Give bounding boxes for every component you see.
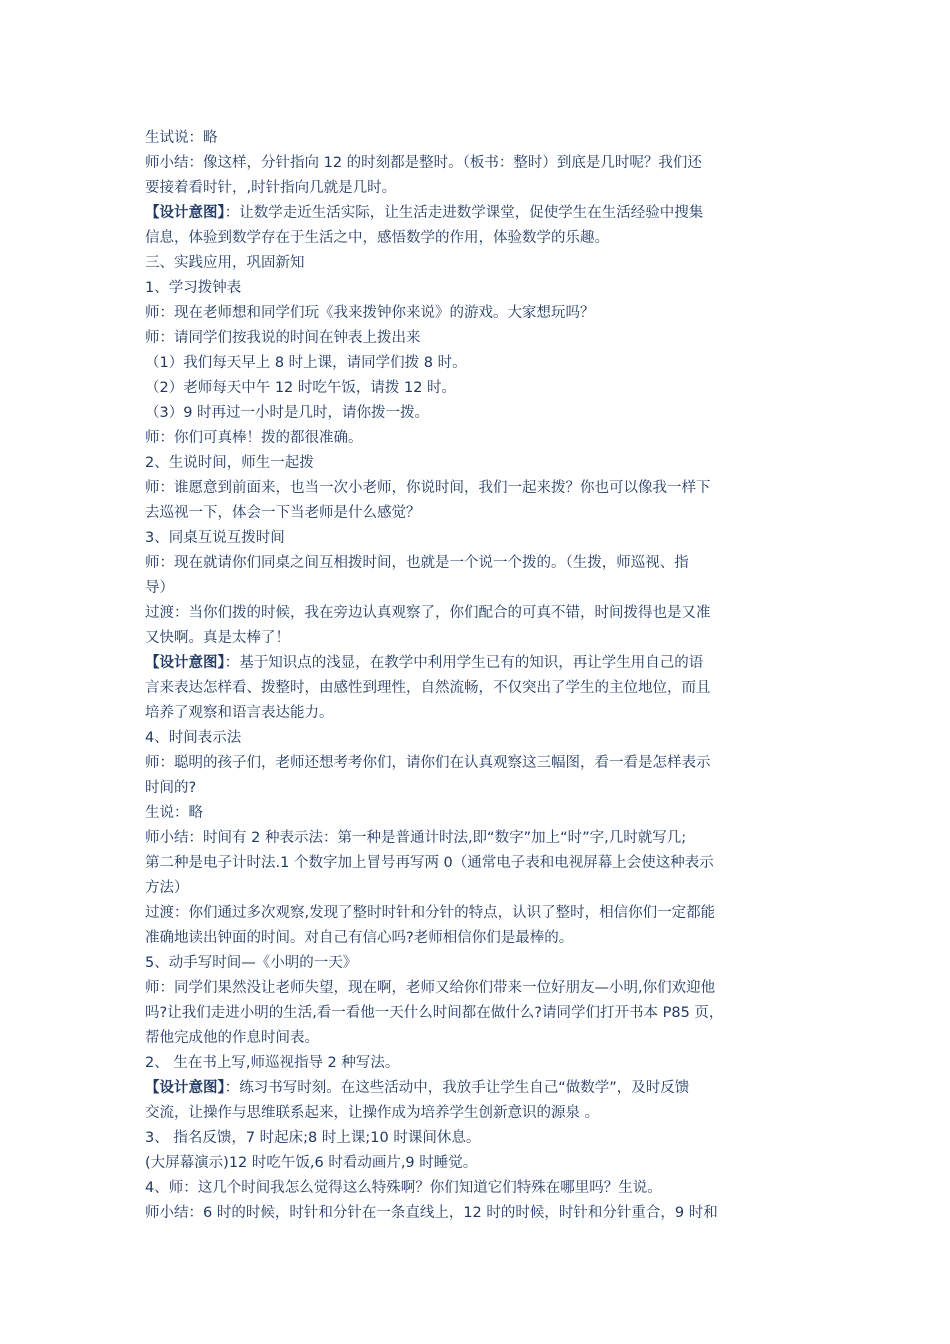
text-line (145, 676, 805, 701)
text-line (145, 226, 805, 251)
text-line (145, 176, 805, 201)
text-line (145, 951, 805, 976)
line-text: 师：现在老师想和同学们玩《我来拨钟你来说》的游戏。大家想玩吗？ (145, 305, 595, 321)
text-line (145, 851, 805, 876)
text-line (145, 601, 805, 626)
text-line (145, 551, 805, 576)
line-text: 又快啊。真是太棒了！ (145, 630, 290, 646)
design-intent-label: 【设计意图】 (145, 205, 225, 221)
line-text: 过渡：你们通过多次观察,发现了整时时针和分针的特点，认识了整时，相信你们一定都能 (145, 905, 716, 921)
line-text: 方法） (145, 880, 189, 896)
text-line (145, 501, 805, 526)
text-line (145, 751, 805, 776)
text-line (145, 1151, 805, 1176)
line-text: （2）老师每天中午 12 时吃午饭，请拨 12 时。 (145, 380, 457, 396)
text-line (145, 326, 805, 351)
text-line (145, 801, 805, 826)
line-text: 准确地读出钟面的时间。对自己有信心吗?老师相信你们是最棒的。 (145, 930, 574, 946)
text-line (145, 1076, 805, 1101)
text-line (145, 126, 805, 151)
text-line (145, 476, 805, 501)
line-text: （3）9 时再过一小时是几时，请你拨一拨。 (145, 405, 430, 421)
line-text: 培养了观察和语言表达能力。 (145, 705, 334, 721)
line-text: 三、实践应用，巩固新知 (145, 255, 305, 271)
text-line (145, 426, 805, 451)
text-line (145, 351, 805, 376)
text-line (145, 401, 805, 426)
line-text: 生说：略 (145, 805, 203, 821)
line-text: 师：现在就请你们同桌之间互相拨时间，也就是一个说一个拨的。（生拨，师巡视、指 (145, 555, 689, 571)
line-text: 3、同桌互说互拨时间 (145, 530, 285, 546)
text-line (145, 976, 805, 1001)
text-line (145, 901, 805, 926)
text-line (145, 301, 805, 326)
line-text: 生试说：略 (145, 130, 218, 146)
line-text: 帮他完成他的作息时间表。 (145, 1030, 319, 1046)
line-text: 1、学习拨钟表 (145, 280, 242, 296)
line-text: 2、生说时间，师生一起拨 (145, 455, 314, 471)
text-line (145, 926, 805, 951)
line-text: 师小结：像这样，分针指向 12 的时刻都是整时。（板书：整时）到底是几时呢？我们还 (145, 155, 702, 171)
text-line (145, 451, 805, 476)
line-text: 信息，体验到数学存在于生活之中，感悟数学的作用，体验数学的乐趣。 (145, 230, 609, 246)
line-text: 去巡视一下，体会一下当老师是什么感觉？ (145, 505, 421, 521)
text-line (145, 1201, 805, 1226)
line-text: 2、 生在书上写,师巡视指导 2 种写法。 (145, 1055, 400, 1071)
line-text: 交流，让操作与思维联系起来，让操作成为培养学生创新意识的源泉 。 (145, 1105, 600, 1121)
text-line (145, 151, 805, 176)
line-text: （1）我们每天早上 8 时上课，请同学们拨 8 时。 (145, 355, 467, 371)
line-text: ：让数学走近生活实际，让生活走进数学课堂，促使学生在生活经验中搜集 (224, 205, 704, 221)
text-line (145, 1026, 805, 1051)
line-text: 第二种是电子计时法.1 个数字加上冒号再写两 0（通常电子表和电视屏幕上会使这种表示 (145, 855, 714, 871)
line-text: 3、 指名反馈，7 时起床;8 时上课;10 时课间休息。 (145, 1130, 481, 1146)
text-line (145, 1101, 805, 1126)
line-text: 导） (145, 580, 174, 596)
text-line (145, 1051, 805, 1076)
text-line (145, 576, 805, 601)
text-line (145, 526, 805, 551)
line-text: 4、师：这几个时间我怎么觉得这么特殊啊？你们知道它们特殊在哪里吗？生说。 (145, 1180, 662, 1196)
line-text: 师小结：6 时的时候，时针和分针在一条直线上，12 时的时候，时针和分针重合，9 时和 (145, 1205, 718, 1221)
document-body (145, 126, 805, 1226)
text-line (145, 651, 805, 676)
line-text: 师小结：时间有 2 种表示法：第一种是普通计时法,即“数字”加上“时”字,几时就写几; (145, 830, 687, 846)
text-line (145, 626, 805, 651)
line-text: ：练习书写时刻。在这些活动中，我放手让学生自己“做数学”，及时反馈 (224, 1080, 690, 1096)
text-line (145, 726, 805, 751)
line-text: 时间的? (145, 780, 197, 796)
line-text: 师：你们可真棒！拨的都很准确。 (145, 430, 363, 446)
line-text: 师：同学们果然没让老师失望，现在啊，老师又给你们带来一位好朋友—小明,你们欢迎他 (145, 980, 716, 996)
text-line (145, 701, 805, 726)
line-text: 要接着看时针，,时针指向几就是几时。 (145, 180, 397, 196)
text-line (145, 876, 805, 901)
text-line (145, 376, 805, 401)
line-text: 吗?让我们走进小明的生活,看一看他一天什么时间都在做什么?请同学们打开书本 P85 页， (145, 1005, 724, 1021)
text-line (145, 201, 805, 226)
line-text: ：基于知识点的浅显，在教学中利用学生已有的知识，再让学生用自己的语 (224, 655, 704, 671)
text-line (145, 1126, 805, 1151)
line-text: 师：请同学们按我说的时间在钟表上拨出来 (145, 330, 421, 346)
text-line (145, 1176, 805, 1201)
line-text: 言来表达怎样看、拨整时，由感性到理性，自然流畅，不仅突出了学生的主位地位，而且 (145, 680, 711, 696)
line-text: 师：谁愿意到前面来，也当一次小老师，你说时间，我们一起来拨？你也可以像我一样下 (145, 480, 711, 496)
text-line (145, 826, 805, 851)
text-line (145, 276, 805, 301)
line-text: 师：聪明的孩子们，老师还想考考你们，请你们在认真观察这三幅图，看一看是怎样表示 (145, 755, 711, 771)
line-text: 过渡：当你们拨的时候，我在旁边认真观察了，你们配合的可真不错，时间拨得也是又准 (145, 605, 711, 621)
design-intent-label: 【设计意图】 (145, 1080, 225, 1096)
text-line (145, 1001, 805, 1026)
line-text: (大屏幕演示)12 时吃午饭,6 时看动画片,9 时睡觉。 (145, 1155, 478, 1171)
text-line (145, 251, 805, 276)
line-text: 4、时间表示法 (145, 730, 242, 746)
line-text: 5、动手写时间—《小明的一天》 (145, 955, 358, 971)
text-line (145, 776, 805, 801)
design-intent-label: 【设计意图】 (145, 655, 225, 671)
